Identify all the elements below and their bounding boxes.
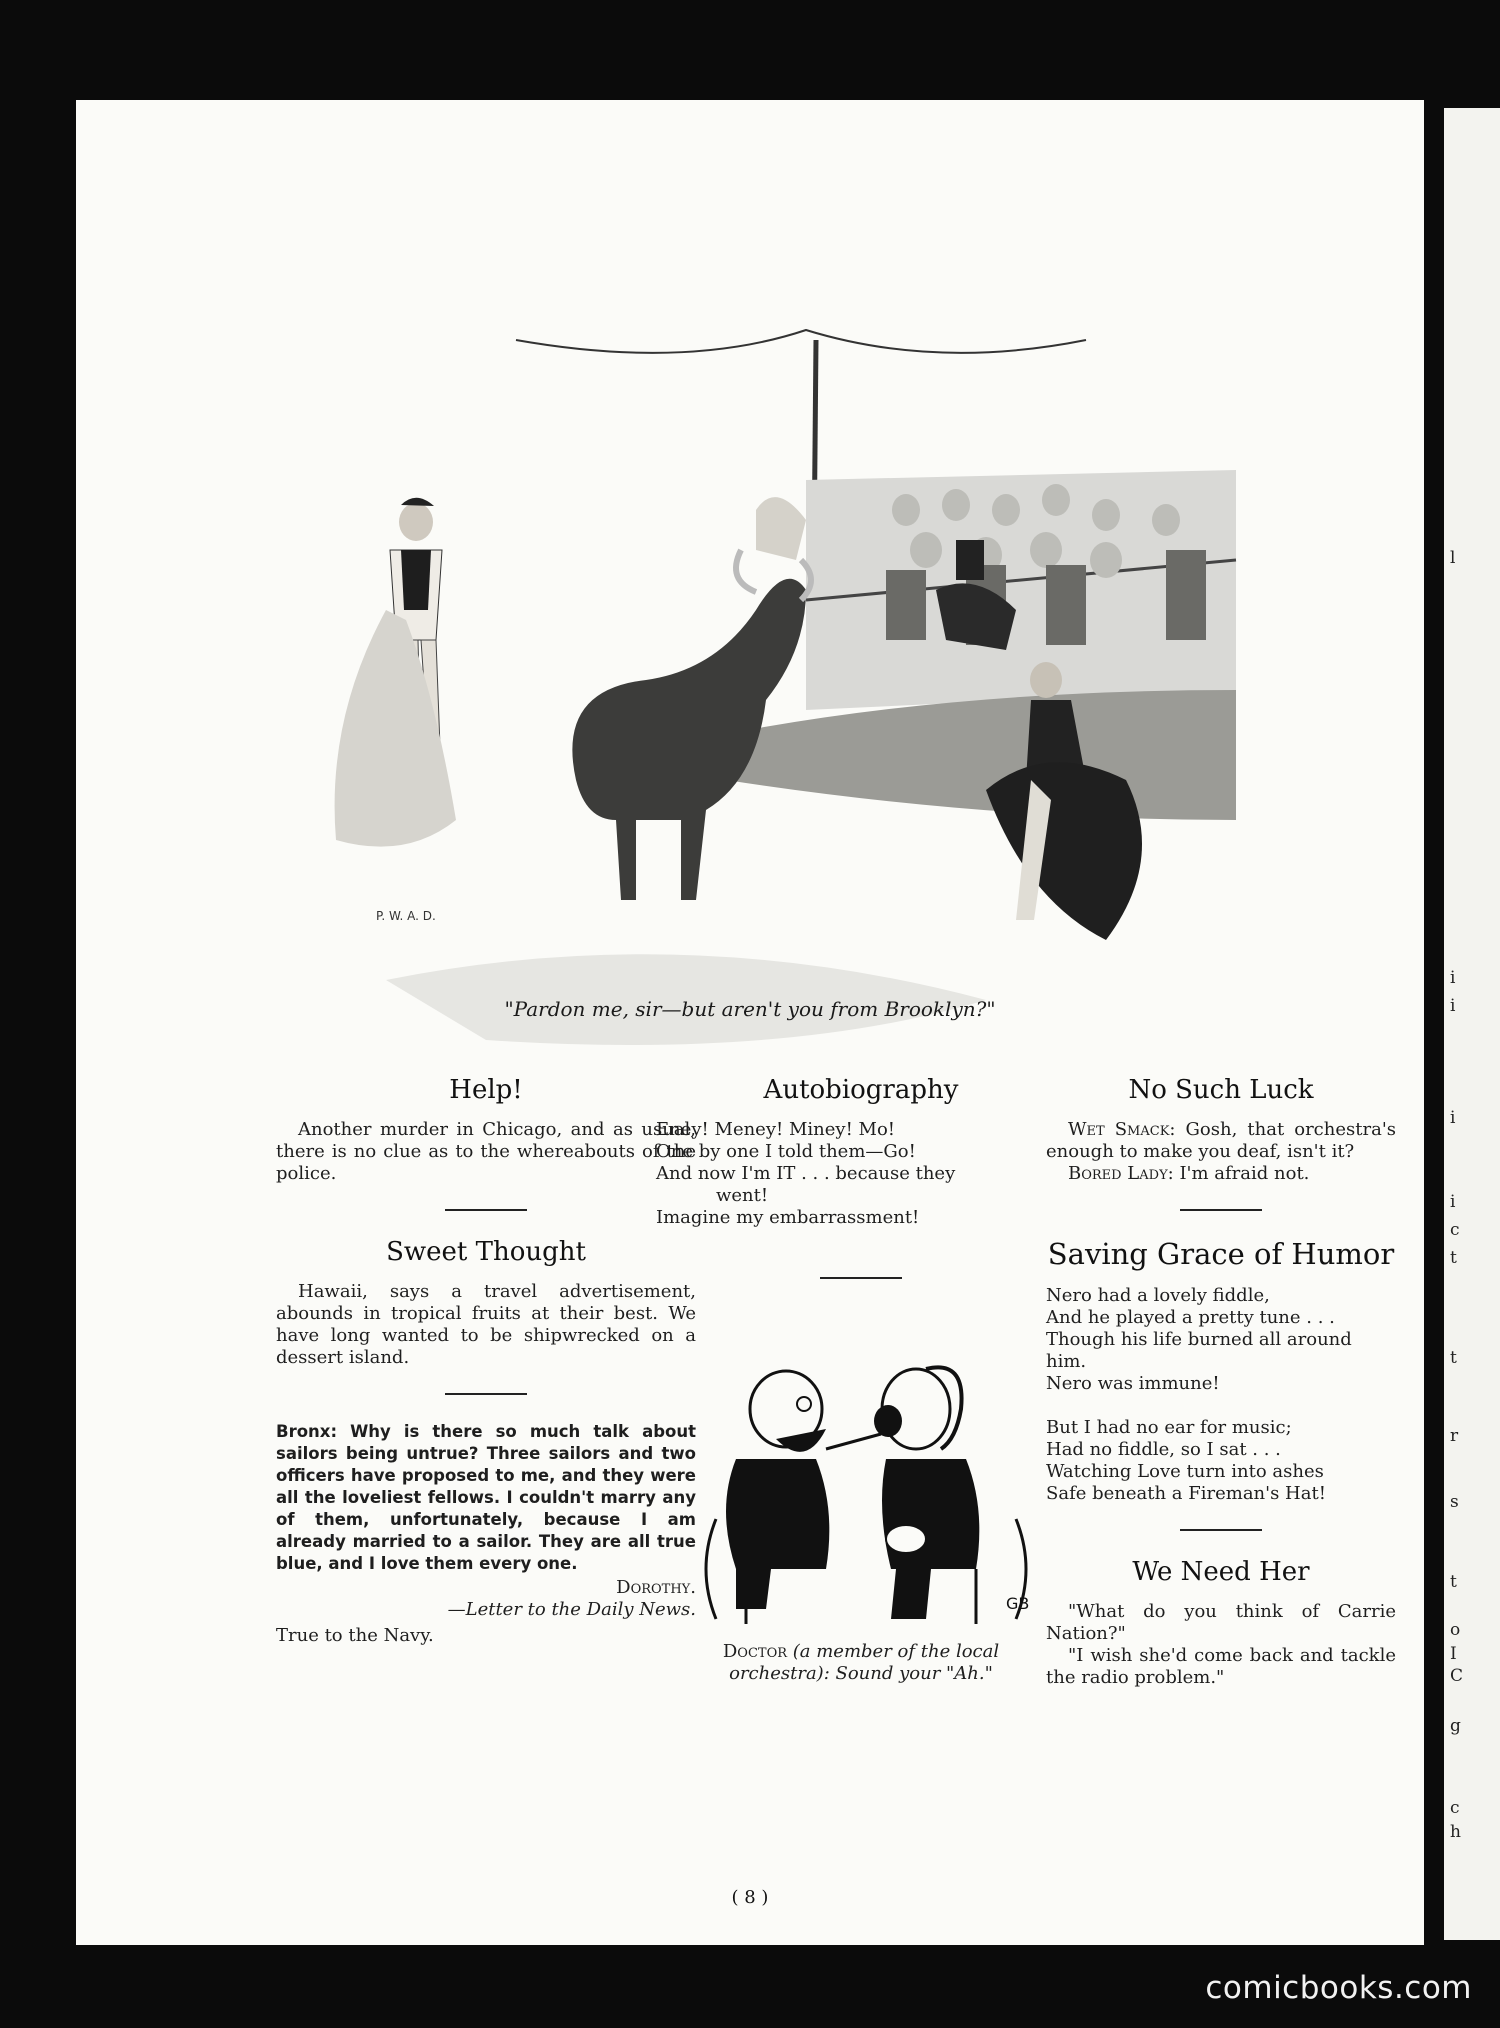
- artist-signature: P. W. A. D.: [376, 909, 436, 923]
- poem-line: Nero was immune!: [1046, 1373, 1220, 1394]
- poem-line: went!: [716, 1185, 769, 1206]
- we-need-her-answer: "I wish she'd come back and tackle the radio problem.": [1046, 1645, 1396, 1688]
- poem-line: Watching Love turn into ashes: [1046, 1461, 1324, 1482]
- help-title: Help!: [449, 1075, 523, 1105]
- adjacent-text-fragment: i: [1450, 996, 1456, 1016]
- cartoon-caption-speaker: Doctor: [722, 1641, 788, 1662]
- divider: [445, 1393, 527, 1395]
- cartoonist-monogram: GB: [1006, 1594, 1030, 1613]
- no-such-luck-title: No Such Luck: [1128, 1075, 1314, 1105]
- dialogue-line: Gosh, that orchestra's enough to make you deaf, isn't it?: [1046, 1119, 1396, 1162]
- watermark: comicbooks.com: [1205, 1970, 1472, 2006]
- illustration-caption: "Pardon me, sir—but aren't you from Brooklyn?": [504, 997, 996, 1021]
- speaker-name: Bored Lady:: [1068, 1163, 1174, 1184]
- magazine-page: [76, 100, 1424, 1945]
- right-column: [1046, 1075, 1396, 1689]
- middle-column: [646, 1075, 1076, 1685]
- adjacent-text-fragment: i: [1450, 968, 1456, 988]
- divider: [1180, 1529, 1262, 1531]
- cartoon-caption: [646, 1641, 1076, 1685]
- poem-line: But I had no ear for music;: [1046, 1417, 1292, 1438]
- speaker-name: Wet Smack:: [1068, 1119, 1176, 1140]
- adjacent-text-fragment: C: [1450, 1666, 1464, 1686]
- page-number: ( 8 ): [731, 1887, 769, 1908]
- divider: [1180, 1209, 1262, 1211]
- we-need-her-question: "What do you think of Carrie Nation?": [1046, 1601, 1396, 1644]
- help-text: Another murder in Chicago, and as usual, there is no clue as to the whereabouts of the police.: [276, 1119, 696, 1184]
- adjacent-text-fragment: r: [1450, 1426, 1459, 1446]
- we-need-her-title: We Need Her: [1132, 1557, 1310, 1587]
- sweet-thought-title: Sweet Thought: [386, 1237, 586, 1267]
- cartoon-caption-text: orchestra): Sound your "Ah.": [729, 1663, 993, 1684]
- poem-line: One by one I told them—Go!: [656, 1141, 916, 1162]
- poem-line: Imagine my embarrassment!: [656, 1207, 920, 1228]
- adjacent-text-fragment: o: [1450, 1620, 1461, 1640]
- poem-line: Had no fiddle, so I sat . . .: [1046, 1439, 1281, 1460]
- poem-line: Nero had a lovely fiddle,: [1046, 1285, 1270, 1306]
- poem-line: And now I'm IT . . . because they: [656, 1163, 956, 1184]
- poem-line: And he played a pretty tune . . .: [1046, 1307, 1335, 1328]
- saving-grace-title: Saving Grace of Humor: [1047, 1237, 1395, 1271]
- adjacent-text-fragment: I: [1450, 1644, 1457, 1664]
- adjacent-text-fragment: i: [1450, 1192, 1456, 1212]
- adjacent-text-fragment: c: [1450, 1220, 1460, 1240]
- left-column: [276, 1075, 696, 1647]
- dialogue-line: I'm afraid not.: [1173, 1163, 1310, 1184]
- adjacent-text-fragment: t: [1450, 1248, 1457, 1268]
- divider: [820, 1277, 902, 1279]
- poem-line: Eney! Meney! Miney! Mo!: [656, 1119, 896, 1140]
- adjacent-text-fragment: t: [1450, 1348, 1457, 1368]
- adjacent-text-fragment: l: [1450, 548, 1456, 568]
- letter-source: —Letter to the Daily News.: [447, 1599, 696, 1620]
- adjacent-text-fragment: i: [1450, 1108, 1456, 1128]
- doctor-cartoon: [676, 1339, 1056, 1629]
- adjacent-text-fragment: h: [1450, 1822, 1461, 1842]
- autobiography-title: Autobiography: [763, 1075, 959, 1105]
- divider: [445, 1209, 527, 1211]
- adjacent-text-fragment: t: [1450, 1572, 1457, 1592]
- poem-line: Though his life burned all around him.: [1046, 1329, 1352, 1372]
- letter-text: Bronx: Why is there so much talk about sailors being untrue? Three sailors and two officers have proposed to me, and they were all the loveliest fellows. I couldn't marry any of them, unfortunately, because I am already married to a sailor. They are all true blue, and I love them every one.: [276, 1422, 696, 1573]
- sweet-thought-text: Hawaii, says a travel advertisement, abounds in tropical fruits at their best. We have long wanted to be shipwrecked on a dessert island.: [276, 1281, 696, 1368]
- poem-line: Safe beneath a Fireman's Hat!: [1046, 1483, 1326, 1504]
- bullfight-illustration: [286, 220, 1266, 1060]
- cartoon-caption-text: (a member of the local: [787, 1641, 1000, 1662]
- letter-signature: Dorothy.: [616, 1577, 696, 1598]
- adjacent-text-fragment: c: [1450, 1798, 1460, 1818]
- adjacent-text-fragment: s: [1450, 1492, 1459, 1512]
- letter-tagline: True to the Navy.: [276, 1625, 434, 1646]
- adjacent-page-edge: [1444, 108, 1500, 1940]
- adjacent-text-fragment: g: [1450, 1716, 1461, 1736]
